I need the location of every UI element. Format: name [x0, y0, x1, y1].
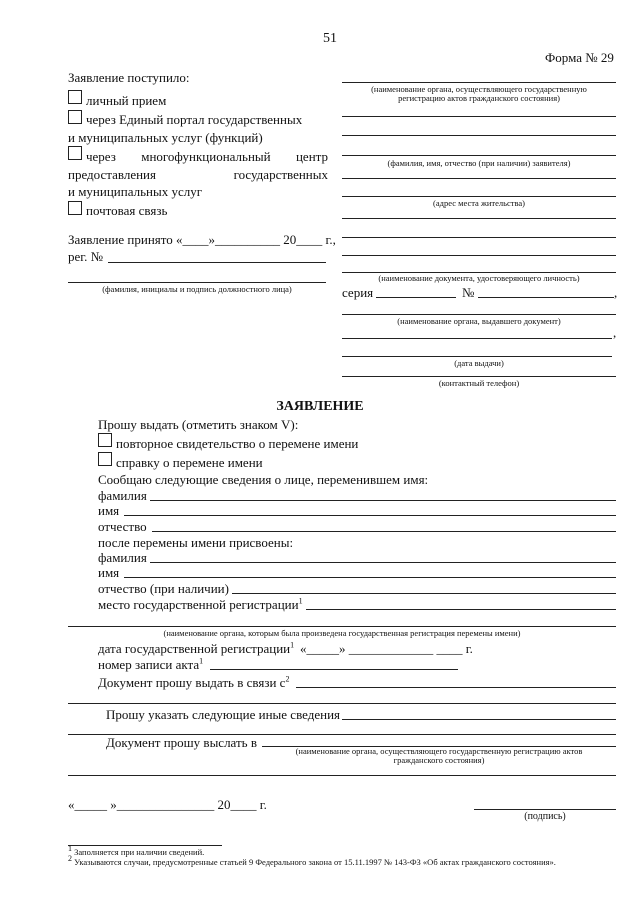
- request-label: Прошу выдать (отметить знаком V):: [98, 417, 299, 432]
- surname-line[interactable]: [150, 500, 616, 501]
- date-issue-line[interactable]: [342, 356, 612, 357]
- send-caption-1: (наименование органа, осуществляющего государственную регистрацию актов: [295, 746, 583, 756]
- address-line-3[interactable]: [342, 218, 616, 219]
- organ-caption-2: регистрацию актов гражданского состояния): [398, 93, 560, 103]
- comma-1: ,: [614, 285, 618, 300]
- checkbox-post[interactable]: [68, 201, 82, 215]
- act-no-label: номер записи акта$^1$: [98, 656, 204, 672]
- document-caption: (наименование документа, удостоверяющего личность): [378, 273, 580, 283]
- option-mfc-line1: через многофункциональный центр: [86, 149, 328, 164]
- official-caption: (фамилия, инициалы и подпись должностного лица): [102, 284, 292, 294]
- option-personal: личный прием: [86, 93, 167, 108]
- organ-registered-caption: (наименование органа, которым была произведена государственная регистрация перемены имени): [163, 628, 521, 638]
- inform-label: Сообщаю следующие сведения о лице, переменившем имя:: [98, 472, 429, 487]
- address-line-4[interactable]: [342, 237, 616, 238]
- checkbox-portal[interactable]: [68, 110, 82, 124]
- reg-place-line[interactable]: [306, 609, 616, 610]
- address-line-1[interactable]: [342, 178, 616, 179]
- issue-reason-line-2[interactable]: [68, 703, 616, 704]
- surname-label: фамилия: [98, 488, 147, 503]
- send-to-label: Документ прошу выслать в: [106, 735, 257, 750]
- after-change-label: после перемены имени присвоены:: [98, 535, 294, 550]
- option-post: почтовая связь: [86, 203, 168, 218]
- option-mfc-line3: и муниципальных услуг: [68, 184, 203, 199]
- organ-line[interactable]: [342, 82, 616, 83]
- surname2-line[interactable]: [150, 562, 616, 563]
- page-number: 51: [323, 31, 337, 46]
- fio-line-1[interactable]: [342, 116, 616, 117]
- other-info-label: Прошу указать следующие иные сведения: [106, 707, 341, 722]
- received-label: Заявление поступило:: [68, 70, 190, 85]
- footnote-divider: [68, 845, 222, 846]
- comma-2: ,: [613, 325, 617, 340]
- option-portal-line2: и муниципальных услуг (функций): [68, 130, 263, 145]
- fio-line-3[interactable]: [342, 155, 616, 156]
- address-line-2[interactable]: [342, 196, 616, 197]
- accepted-line: Заявление принято «____»__________ 20____ г.,: [68, 232, 336, 247]
- official-signature-line[interactable]: [68, 282, 326, 283]
- date-issue-caption: (дата выдачи): [454, 358, 504, 368]
- footnote-1: 1 Заполняется при наличии сведений.: [68, 844, 205, 857]
- surname2-label: фамилия: [98, 550, 147, 565]
- phone-caption: (контактный телефон): [438, 378, 520, 388]
- signature-caption: (подпись): [524, 811, 566, 822]
- option-mfc-line2: предоставления государственных: [68, 167, 328, 182]
- patronymic2-line[interactable]: [232, 593, 616, 594]
- patronymic-label: отчество: [98, 519, 147, 534]
- reg-no-label: рег. №: [68, 249, 104, 264]
- fio-caption: (фамилия, имя, отчество (при наличии) заявителя): [387, 158, 571, 168]
- reg-place-label: место государственной регистрации$^1$: [98, 596, 303, 612]
- nomer-label: №: [462, 285, 475, 300]
- act-no-line[interactable]: [210, 669, 458, 670]
- signature-line[interactable]: [474, 809, 616, 810]
- address-line-5[interactable]: [342, 255, 616, 256]
- checkbox-repeat-certificate[interactable]: [98, 433, 112, 447]
- name2-line[interactable]: [124, 577, 616, 578]
- statement-title: ЗАЯВЛЕНИЕ: [276, 399, 364, 414]
- issuer-line-2[interactable]: [342, 338, 612, 339]
- send-to-line-2[interactable]: [68, 775, 616, 776]
- date-line[interactable]: «_____ »_______________ 20____ г.: [68, 797, 267, 812]
- footnote-2: 2 Указываются случаи, предусмотренные статьей 9 Федерального закона от 15.11.1997 № 143-ФЗ «Об актах гражданского состояния».: [68, 854, 556, 867]
- fio-line-2[interactable]: [342, 135, 616, 136]
- name-label: имя: [98, 503, 120, 518]
- option-portal-line1: через Единый портал государственных: [86, 112, 303, 127]
- name-line[interactable]: [124, 515, 616, 516]
- patronymic-line[interactable]: [152, 531, 616, 532]
- seria-label: серия: [342, 285, 374, 300]
- checkbox-mfc[interactable]: [68, 146, 82, 160]
- option-repeat-certificate: повторное свидетельство о перемене имени: [116, 436, 359, 451]
- checkbox-personal[interactable]: [68, 90, 82, 104]
- organ-caption-1: (наименование органа, осуществляющего государственную: [371, 84, 587, 94]
- address-caption: (адрес места жительства): [433, 198, 525, 208]
- issuer-line[interactable]: [342, 314, 616, 315]
- reg-no-line[interactable]: [108, 262, 326, 263]
- checkbox-reference[interactable]: [98, 452, 112, 466]
- option-reference: справку о перемене имени: [116, 455, 263, 470]
- phone-line[interactable]: [342, 376, 616, 377]
- seria-line[interactable]: [376, 297, 456, 298]
- name2-label: имя: [98, 565, 120, 580]
- issue-reason-label: Документ прошу выдать в связи $с^2$: [98, 674, 290, 690]
- form-number: Форма № 29: [545, 50, 614, 65]
- other-info-line[interactable]: [342, 719, 616, 720]
- reg-place-line-2[interactable]: [68, 626, 616, 627]
- send-caption-2: гражданского состояния): [393, 755, 485, 765]
- issuer-caption: (наименование органа, выдавшего документ): [397, 316, 561, 326]
- reg-date-label: дата государственной регистрации$^1$: [98, 640, 295, 656]
- issue-reason-line[interactable]: [296, 687, 616, 688]
- reg-date-fill[interactable]: «_____» _____________ ____ г.: [300, 641, 473, 656]
- nomer-line[interactable]: [478, 297, 614, 298]
- patronymic2-label: отчество (при наличии): [98, 581, 229, 596]
